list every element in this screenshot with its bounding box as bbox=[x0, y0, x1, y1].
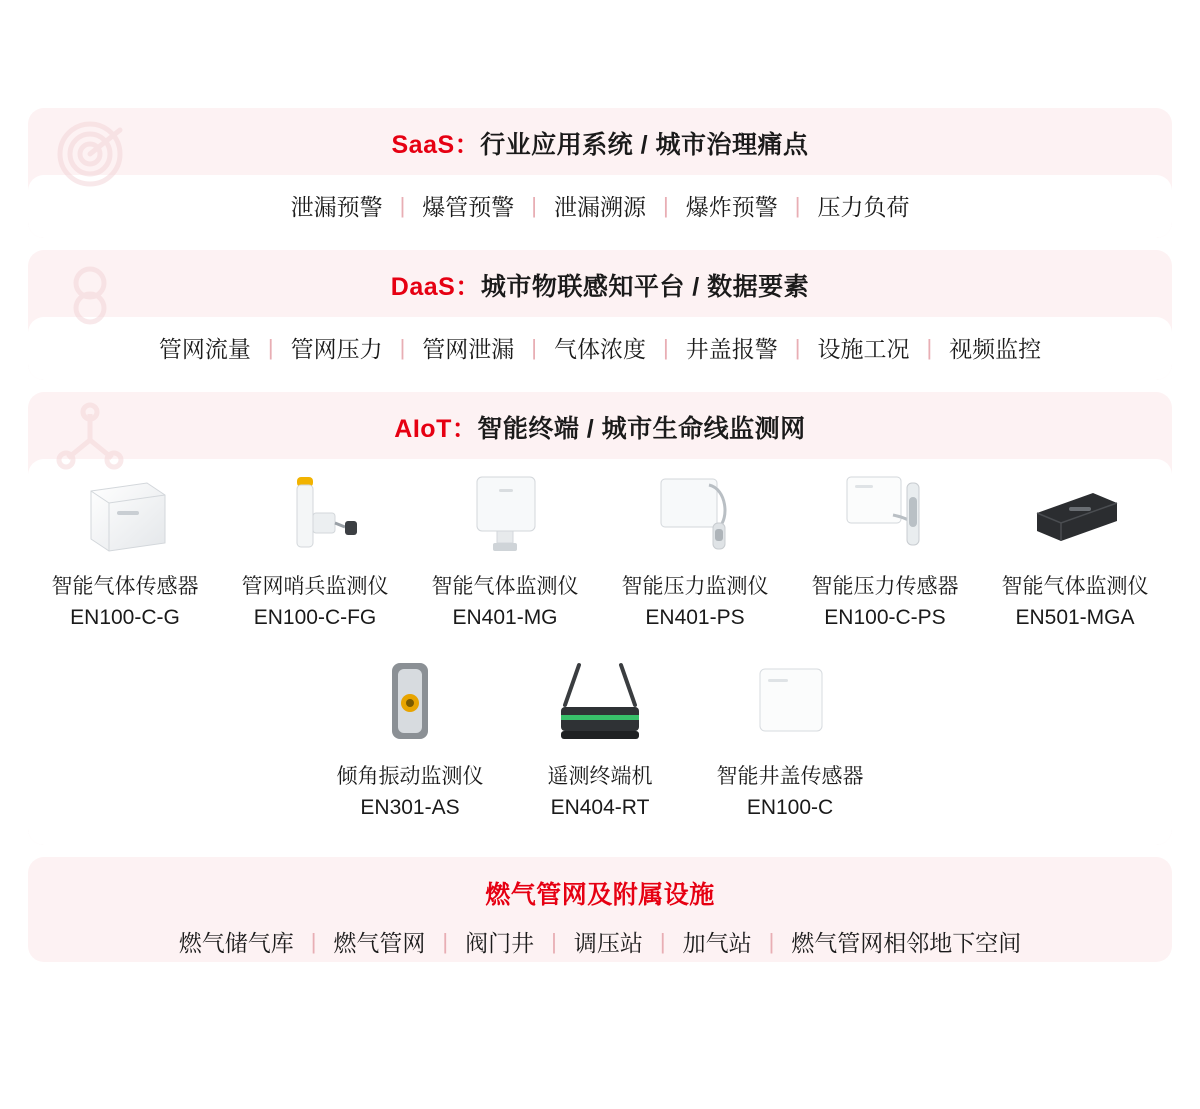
chip-separator: | bbox=[794, 192, 801, 218]
daas-chip[interactable]: 管网流量 bbox=[158, 336, 251, 362]
chip-separator: | bbox=[442, 928, 449, 954]
device-card[interactable] bbox=[220, 469, 410, 633]
aiot-layer-value: 智能终端 / 城市生命线监测网 bbox=[477, 415, 806, 443]
daas-chip[interactable]: 视频监控 bbox=[949, 336, 1042, 362]
device-model: EN100-C bbox=[746, 796, 834, 819]
device-name: 智能气体监测仪 bbox=[431, 575, 579, 598]
device-model: EN401-MG bbox=[452, 606, 558, 629]
saas-layer-key: SaaS： bbox=[391, 131, 481, 159]
chip-separator: | bbox=[794, 334, 801, 360]
device-name: 智能气体传感器 bbox=[51, 575, 199, 598]
device-model: EN401-PS bbox=[645, 606, 745, 629]
device-model: EN100-C-G bbox=[70, 606, 180, 629]
saas-layer bbox=[28, 108, 1172, 238]
daas-layer-key: DaaS： bbox=[390, 273, 481, 301]
chip-separator: | bbox=[310, 928, 317, 954]
device-card[interactable] bbox=[505, 659, 695, 823]
aiot-layer-title bbox=[28, 392, 1172, 459]
device-row-2 bbox=[28, 659, 1172, 823]
facility-chip[interactable]: 调压站 bbox=[573, 930, 643, 956]
daas-layer-body bbox=[28, 317, 1172, 380]
saas-layer-body bbox=[28, 175, 1172, 238]
pressure-monitor-device-image bbox=[600, 469, 790, 561]
device-card[interactable] bbox=[315, 659, 505, 823]
rtu-router-device-image bbox=[505, 659, 695, 751]
daas-chip[interactable]: 管网泄漏 bbox=[422, 336, 515, 362]
gas-monitor-black-device-image bbox=[980, 469, 1170, 561]
facility-chip[interactable]: 加气站 bbox=[682, 930, 752, 956]
pipeline-sentry-device-image bbox=[220, 469, 410, 561]
chip-separator: | bbox=[399, 334, 406, 360]
daas-layer-value: 城市物联感知平台 / 数据要素 bbox=[480, 273, 810, 301]
device-name: 智能压力传感器 bbox=[811, 575, 959, 598]
device-name: 遥测终端机 bbox=[547, 765, 653, 788]
chip-separator: | bbox=[531, 334, 537, 360]
chip-separator: | bbox=[663, 192, 669, 218]
facility-chip[interactable]: 燃气储气库 bbox=[178, 930, 294, 956]
chip-separator: | bbox=[267, 334, 274, 360]
bottom-layer-title bbox=[28, 857, 1172, 925]
daas-chip-list bbox=[28, 331, 1172, 364]
daas-chip[interactable]: 管网压力 bbox=[290, 336, 383, 362]
gas-sensor-square-device-image bbox=[30, 469, 220, 561]
chip-separator: | bbox=[399, 192, 406, 218]
chip-separator: | bbox=[551, 928, 557, 954]
facility-chip[interactable]: 燃气管网相邻地下空间 bbox=[791, 930, 1022, 956]
manhole-sensor-device-image bbox=[695, 659, 885, 751]
chip-separator: | bbox=[531, 192, 537, 218]
saas-chip[interactable]: 压力负荷 bbox=[817, 194, 910, 220]
gas-network-facilities-layer bbox=[28, 857, 1172, 962]
device-model: EN404-RT bbox=[550, 796, 650, 819]
device-model: EN301-AS bbox=[360, 796, 460, 819]
device-card[interactable] bbox=[30, 469, 220, 633]
device-card[interactable] bbox=[410, 469, 600, 633]
saas-layer-value: 行业应用系统 / 城市治理痛点 bbox=[480, 131, 809, 159]
saas-chip[interactable]: 泄漏预警 bbox=[290, 194, 383, 220]
device-model: EN100-C-PS bbox=[824, 606, 946, 629]
device-card[interactable] bbox=[695, 659, 885, 823]
device-model: EN100-C-FG bbox=[253, 606, 377, 629]
facility-chip[interactable]: 阀门井 bbox=[465, 930, 535, 956]
facility-chip[interactable]: 燃气管网 bbox=[333, 930, 426, 956]
chip-separator: | bbox=[659, 928, 666, 954]
chip-separator: | bbox=[663, 334, 669, 360]
device-model: EN501-MGA bbox=[1015, 606, 1135, 629]
daas-layer-title bbox=[28, 250, 1172, 317]
bottom-chip-list bbox=[28, 925, 1172, 962]
pressure-sensor-device-image bbox=[790, 469, 980, 561]
device-name: 管网哨兵监测仪 bbox=[241, 575, 389, 598]
aiot-layer-body bbox=[28, 459, 1172, 845]
saas-chip-list bbox=[28, 189, 1172, 222]
gas-monitor-device-image bbox=[410, 469, 600, 561]
daas-chip[interactable]: 气体浓度 bbox=[554, 336, 646, 362]
saas-chip[interactable]: 泄漏溯源 bbox=[554, 194, 646, 220]
daas-layer bbox=[28, 250, 1172, 380]
saas-chip[interactable]: 爆管预警 bbox=[422, 194, 515, 220]
device-card[interactable] bbox=[980, 469, 1170, 633]
chip-separator: | bbox=[768, 928, 775, 954]
device-row-1 bbox=[28, 469, 1172, 633]
device-name: 智能压力监测仪 bbox=[621, 575, 769, 598]
tilt-vibration-device-image bbox=[315, 659, 505, 751]
saas-chip[interactable]: 爆炸预警 bbox=[685, 194, 778, 220]
device-card[interactable] bbox=[790, 469, 980, 633]
device-name: 倾角振动监测仪 bbox=[336, 765, 484, 788]
aiot-layer-key: AIoT： bbox=[394, 415, 478, 443]
device-name: 智能井盖传感器 bbox=[716, 765, 864, 788]
chip-separator: | bbox=[926, 334, 933, 360]
daas-chip[interactable]: 井盖报警 bbox=[685, 336, 778, 362]
daas-chip[interactable]: 设施工况 bbox=[817, 336, 910, 362]
device-card[interactable] bbox=[600, 469, 790, 633]
saas-layer-title bbox=[28, 108, 1172, 175]
device-name: 智能气体监测仪 bbox=[1001, 575, 1149, 598]
aiot-layer bbox=[28, 392, 1172, 845]
bottom-layer-title-text: 燃气管网及附属设施 bbox=[485, 881, 715, 909]
